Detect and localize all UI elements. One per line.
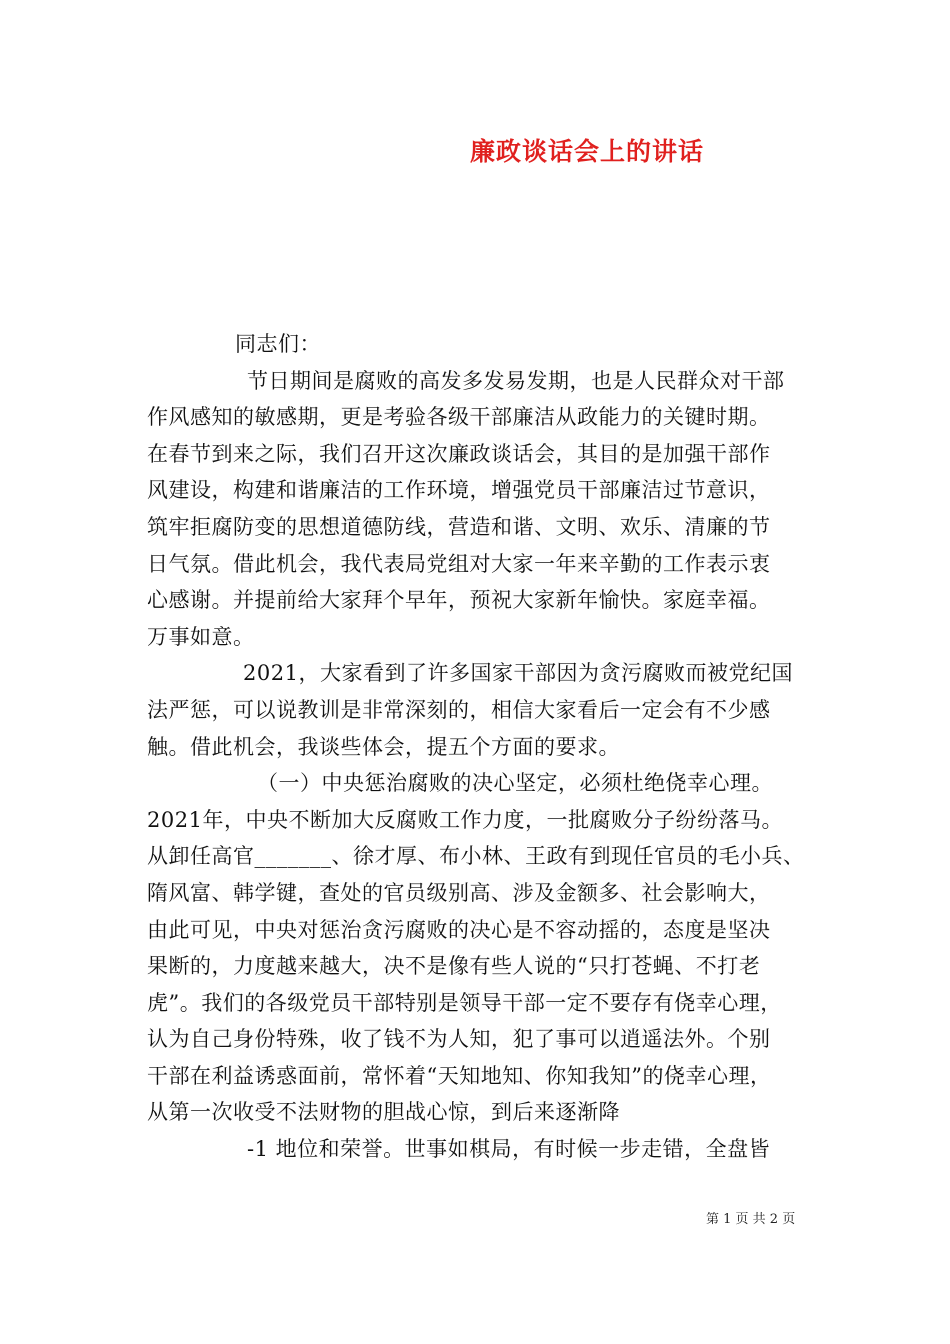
text-line: 作风感知的敏感期，更是考验各级干部廉洁从政能力的关键时期。 bbox=[147, 405, 771, 430]
text-line: 2021，大家看到了许多国家干部因为贪污腐败而被党纪国 bbox=[243, 661, 793, 686]
paragraph-2 bbox=[147, 655, 815, 765]
text-line: 筑牢拒腐防变的思想道德防线，营造和谐、文明、欢乐、清廉的节 bbox=[147, 514, 771, 539]
text-line: 由此可见，中央对惩治贪污腐败的决心是不容动摇的，态度是坚决 bbox=[147, 917, 771, 942]
text-line: 果断的，力度越来越大，决不是像有些人说的“只打苍蝇、不打老 bbox=[147, 954, 761, 979]
text-line: 从第一次收受不法财物的胆战心惊，到后来逐渐降 bbox=[147, 1100, 620, 1125]
document-body bbox=[147, 326, 815, 1168]
text-line: 日气氛。借此机会，我代表局党组对大家一年来辛勤的工作表示衷 bbox=[147, 551, 771, 576]
text-line: 认为自己身份特殊，收了钱不为人知，犯了事可以逍遥法外。个别 bbox=[147, 1027, 771, 1052]
page-number-footer: 第 1 页 共 2 页 bbox=[706, 1212, 796, 1227]
text-line: 从卸任高官_______、徐才厚、布小林、王政有到现任官员的毛小兵、 bbox=[147, 844, 805, 869]
salutation: 同志们： bbox=[235, 332, 321, 356]
text-line: 在春节到来之际，我们召开这次廉政谈话会，其目的是加强干部作 bbox=[147, 441, 771, 466]
text-line: 万事如意。 bbox=[147, 624, 255, 649]
text-line: 2021年，中央不断加大反腐败工作力度，一批腐败分子纷纷落马。 bbox=[147, 807, 783, 832]
text-line: （一）中央惩治腐败的决心坚定，必须杜绝侥幸心理。 bbox=[257, 771, 773, 796]
text-line: 干部在利益诱惑面前，常怀着“天知地知、你知我知”的侥幸心理， bbox=[147, 1063, 772, 1088]
text-line: 隋风富、韩学键，查处的官员级别高、涉及金额多、社会影响大， bbox=[147, 880, 771, 905]
text-line: 触。借此机会，我谈些体会，提五个方面的要求。 bbox=[147, 734, 620, 759]
text-line: 节日期间是腐败的高发多发易发期，也是人民群众对干部 bbox=[247, 368, 785, 393]
text-line: 虎”。我们的各级党员干部特别是领导干部一定不要存有侥幸心理， bbox=[147, 990, 782, 1015]
text-line: 心感谢。并提前给大家拜个早年，预祝大家新年愉快。家庭幸福。 bbox=[147, 588, 771, 613]
paragraph-4 bbox=[147, 1131, 815, 1168]
document-title: 廉政谈话会上的讲话 bbox=[470, 137, 705, 166]
paragraph-1 bbox=[147, 363, 815, 656]
text-line: 风建设，构建和谐廉洁的工作环境，增强党员干部廉洁过节意识， bbox=[147, 478, 771, 503]
text-line: -1 地位和荣誉。世事如棋局，有时候一步走错，全盘皆 bbox=[247, 1137, 771, 1162]
text-line: 法严惩，可以说教训是非常深刻的，相信大家看后一定会有不少感 bbox=[147, 697, 771, 722]
paragraph-3 bbox=[147, 765, 815, 1131]
